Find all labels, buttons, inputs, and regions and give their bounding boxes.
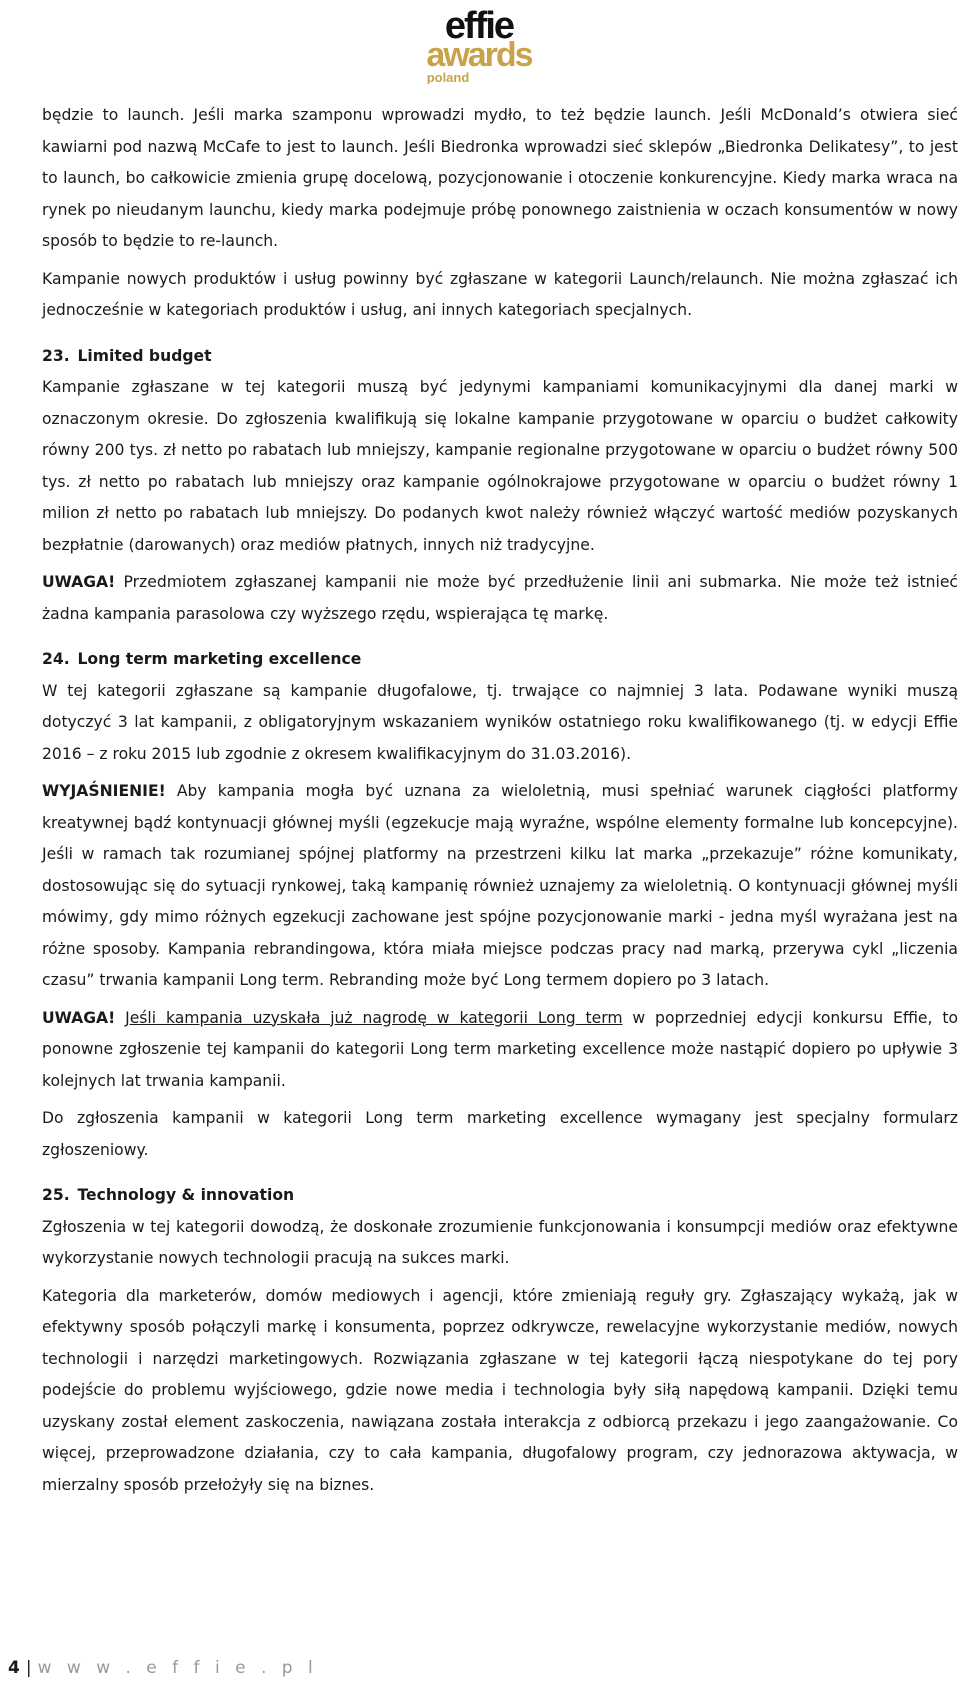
explanation-text: Aby kampania mogła być uznana za wieloletnią, musi spełniać warunek ciągłości platformy kreatywnej bądź kontynuacji głównej myśli (egzekucje mają wyraźne, wspólne elementy formalne lub koncepcyjne). Jeśli w ramach tak rozumianej spójnej platformy na przestrzeni kilku lat marka „przekazuje” różne komunikaty, dostosowując się do sytuacji rynkowej, taką kampanię również uznajemy za wieloletnią. O kontynuacji głównej myśli mówimy, gdy mimo różnych egzekucji zachowane jest spójne pozycjonowanie marki - jedna myśl wyrażana jest na różne sposoby. Kampania rebrandingowa, która miała miejsce podczas pracy nad marką, przerywa cykl „liczenia czasu” trwania kampanii Long term. Rebranding może być Long termem dopiero po 3 latach.	[42, 782, 958, 989]
section-25-number: 25.	[42, 1186, 70, 1204]
logo-poland-text: poland	[426, 70, 470, 84]
section-23-number: 23.	[42, 346, 70, 365]
footer-separator: |	[25, 1658, 32, 1678]
section-25-heading	[42, 1180, 958, 1212]
note-text: w poprzedniej edycji konkursu Effie, to ponowne zgłoszenie tej kampanii do kategorii Long term marketing excellence może nastąpić dopiero po upływie 3 kolejnych lat trwania kampanii.	[42, 1008, 959, 1090]
logo-awards-text: awards	[426, 36, 532, 74]
note-label: UWAGA!	[42, 1008, 116, 1027]
section-25-paragraph-1: Zgłoszenia w tej kategorii dowodzą, że doskonałe zrozumienie funkcjonowania i konsumpcji mediów oraz efektywne wykorzystanie nowych technologii pracują na sukces marki.	[42, 1217, 958, 1267]
section-24-title: Long term marketing excellence	[77, 650, 362, 668]
document-body	[42, 100, 958, 1507]
footer-website: w w w . e f f i e . p l	[37, 1658, 318, 1678]
page-footer	[8, 1658, 318, 1678]
explanation-label: WYJAŚNIENIE!	[42, 782, 166, 800]
section-24-heading	[42, 644, 958, 676]
note-label: UWAGA!	[42, 573, 116, 591]
section-25-title: Technology & innovation	[77, 1186, 295, 1204]
section-23-paragraph: Kampanie zgłaszane w tej kategorii muszą być jedynymi kampaniami komunikacyjnymi dla danej marki w oznaczonym okresie. Do zgłoszenia kwalifikują się lokalne kampanie przygotowane w oparciu o budżet całkowity równy 200 tys. zł netto po rabatach lub mniejszy, kampanie regionalne przygotowane w oparciu o budżet równy 500 tys. zł netto po rabatach lub mniejszy oraz kampanie ogólnokrajowe przygotowane w oparciu o budżet równy 1 milion zł netto po rabatach lub mniejszy. Do podanych kwot należy również włączyć wartość mediów pozyskanych bezpłatnie (darowanych) oraz mediów płatnych, innych niż tradycyjne.	[42, 378, 958, 554]
section-24-paragraph-2: Do zgłoszenia kampanii w kategorii Long term marketing excellence wymagany jest specjalny formularz zgłoszeniowy.	[42, 1109, 958, 1159]
section-23-note	[42, 567, 958, 630]
note-underlined-text: Jeśli kampania uzyskała już nagrodę w kategorii Long term	[125, 1008, 623, 1027]
logo-effie-text: effie	[444, 6, 514, 47]
page-number: 4	[8, 1658, 20, 1678]
section-24-paragraph-1: W tej kategorii zgłaszane są kampanie długofalowe, tj. trwające co najmniej 3 lata. Podawane wyniki muszą dotyczyć 3 lat kampanii, z obligatoryjnym wskazaniem wyników ostatniego roku kwalifikowanego (tj. w edycji Effie 2016 – z roku 2015 lub zgodnie z okresem kwalifikacyjnym do 31.03.2016).	[42, 681, 958, 763]
section-24-note	[42, 1003, 958, 1098]
intro-paragraph-1: będzie to launch. Jeśli marka szamponu wprowadzi mydło, to też będzie launch. Jeśli McDonald’s otwiera sieć kawiarni pod nazwą McCafe to jest to launch. Jeśli Biedronka wprowadzi sieć sklepów „Biedronka Delikatesy”, to jest to launch, bo całkowicie zmienia grupę docelową, pozycjonowanie i otoczenie konkurencyjne. Kiedy marka wraca na rynek po nieudanym launchu, kiedy marka podejmuje próbę ponownego zaistnienia w oczach konsumentów w nowy sposób to będzie to re-launch.	[42, 106, 958, 250]
section-25-paragraph-2: Kategoria dla marketerów, domów mediowych i agencji, które zmieniają reguły gry. Zgłaszający wykażą, jak w efektywny sposób połączyli markę i konsumenta, poprzez odkrywcze, rewelacyjne wykorzystanie mediów, nowych technologii i narzędzi marketingowych. Rozwiązania zgłaszane w tej kategorii łączą niespotykane do tej pory podejście do problemu wyjściowego, gdzie nowe media i technologia były siłą napędową kampanii. Dzięki temu uzyskany został element zaskoczenia, nawiązana została interakcja z odbiorcą przekazu i jego zaangażowanie. Co więcej, przeprowadzone działania, czy to cała kampania, długofalowy program, czy jednorazowa aktywacja, w mierzalny sposób przełożyły się na biznes.	[42, 1286, 958, 1494]
effie-awards-logo	[408, 6, 550, 84]
intro-paragraph-2: Kampanie nowych produktów i usług powinny być zgłaszane w kategorii Launch/relaunch. Nie można zgłaszać ich jednocześnie w kategoriach produktów i usług, ani innych kategoriach specjalnych.	[42, 269, 958, 319]
section-23-heading	[42, 341, 958, 373]
note-text: Przedmiotem zgłaszanej kampanii nie może być przedłużenie linii ani submarka. Nie może też istnieć żadna kampania parasolowa czy wyższego rzędu, wspierająca tę markę.	[42, 573, 958, 623]
section-24-number: 24.	[42, 650, 70, 668]
section-23-title: Limited budget	[77, 346, 212, 365]
section-24-explanation	[42, 776, 958, 997]
